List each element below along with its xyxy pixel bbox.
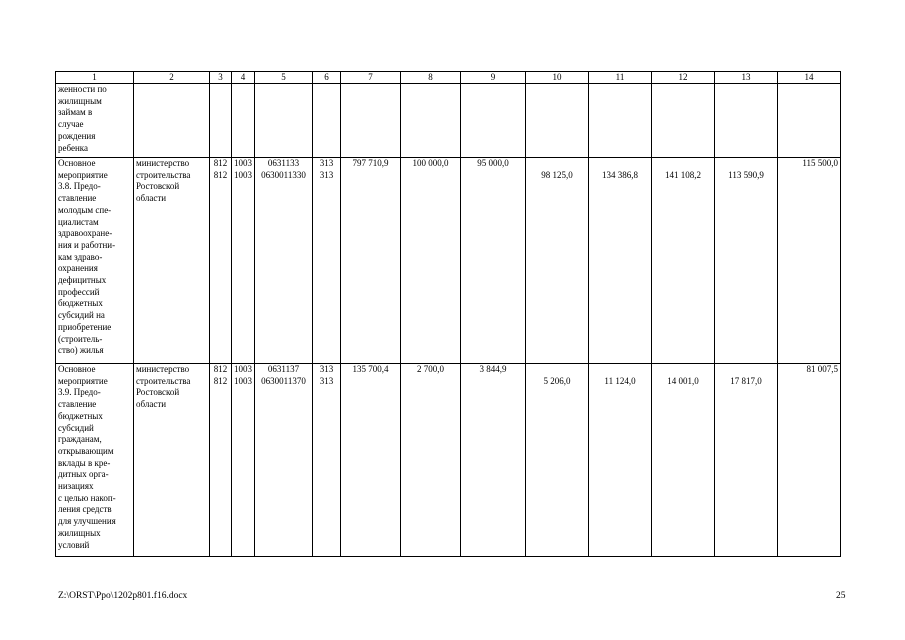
- budget-table: [55, 71, 841, 557]
- name-line: молодым спе-: [58, 204, 112, 215]
- year-value: 11 124,0: [604, 375, 636, 386]
- year-value-cell: 95 000,0: [461, 158, 526, 364]
- name-line: мероприятие: [58, 375, 108, 386]
- grbs-cell: [210, 364, 232, 557]
- year-value: 134 386,8: [602, 169, 638, 180]
- col-header-4: 4: [232, 72, 255, 84]
- name-line: профессий: [58, 286, 100, 297]
- name-line: Основное: [58, 158, 96, 168]
- name-line: циалистам: [58, 216, 99, 227]
- vr-code: 313: [319, 364, 334, 374]
- name-line: низациях: [58, 481, 94, 492]
- executor-line: министерство: [136, 158, 190, 168]
- name-line: ставление: [58, 399, 97, 410]
- activity-name-cell: [56, 158, 134, 364]
- name-line: бюджетных: [58, 298, 103, 309]
- name-line: открывающим: [58, 445, 114, 456]
- table-row: [56, 158, 841, 364]
- name-line: ство) жилья: [58, 345, 104, 356]
- name-line: мероприятие: [58, 169, 108, 180]
- name-line: бюджетных: [58, 410, 103, 421]
- total-cell: 797 710,9: [341, 158, 401, 364]
- col-header-13: 13: [715, 72, 778, 84]
- executor-line: области: [136, 193, 167, 204]
- name-line: вклады в кре-: [58, 457, 111, 468]
- col-header-2: 2: [134, 72, 210, 84]
- name-line: охранения: [58, 263, 98, 274]
- year-value-cell: [652, 158, 715, 364]
- rzpr-code: 1003: [234, 169, 252, 180]
- col-header-8: 8: [401, 72, 461, 84]
- col-header-10: 10: [526, 72, 589, 84]
- name-line: условий: [58, 539, 90, 550]
- col-header-9: 9: [461, 72, 526, 84]
- year-value-cell: [715, 158, 778, 364]
- name-line: приобретение: [58, 321, 112, 332]
- rzpr-code: 1003: [234, 158, 252, 168]
- year-value-cell: [589, 158, 652, 364]
- year-value: 141 108,2: [665, 169, 701, 180]
- header-row: [56, 72, 841, 84]
- grbs-cell: [210, 158, 232, 364]
- col-header-5: 5: [255, 72, 313, 84]
- year-value-cell: 81 007,5: [778, 364, 841, 557]
- col-header-11: 11: [589, 72, 652, 84]
- year-value-cell: [715, 364, 778, 557]
- csr-code: 0630011330: [261, 169, 306, 180]
- executor-line: Ростовской: [136, 181, 180, 192]
- csr-code: 0630011370: [261, 375, 306, 386]
- year-value-cell: 3 844,9: [461, 364, 526, 557]
- name-line: рождения: [58, 130, 96, 141]
- year-value-cell: [589, 364, 652, 557]
- year-value-cell: 115 500,0: [778, 158, 841, 364]
- grbs-code: 812: [213, 158, 228, 168]
- name-line: Основное: [58, 364, 96, 374]
- grbs-code: 812: [213, 364, 228, 374]
- activity-name-cell: [56, 364, 134, 557]
- footer-file-path: Z:\ORST\Ppo\1202p801.f16.docx: [58, 591, 188, 601]
- csr-cell: [255, 158, 313, 364]
- year-value: 14 001,0: [667, 375, 699, 386]
- year-value: 5 206,0: [543, 375, 571, 386]
- continuation-row: [56, 84, 841, 158]
- csr-code: 0631133: [267, 158, 300, 168]
- name-line: жилищным: [58, 95, 102, 106]
- rzpr-code: 1003: [234, 375, 252, 386]
- executor-line: Ростовской: [136, 387, 180, 398]
- year-value-cell: [526, 158, 589, 364]
- col-header-14: 14: [778, 72, 841, 84]
- rzpr-cell: [232, 364, 255, 557]
- rzpr-code: 1003: [234, 364, 252, 374]
- col-header-1: 1: [56, 72, 134, 84]
- executor-line: области: [136, 399, 167, 410]
- name-line: с целью накоп-: [58, 492, 116, 503]
- grbs-code: 812: [213, 375, 228, 386]
- vr-code: 313: [319, 375, 334, 386]
- name-line: случае: [58, 119, 84, 130]
- page-number: 25: [836, 591, 846, 601]
- rzpr-cell: [232, 158, 255, 364]
- col-header-12: 12: [652, 72, 715, 84]
- name-line: ния и работни-: [58, 239, 116, 250]
- year-value-cell: 2 700,0: [401, 364, 461, 557]
- year-value: 98 125,0: [541, 169, 573, 180]
- grbs-code: 812: [213, 169, 228, 180]
- name-line: 3.8. Предо-: [58, 181, 101, 192]
- year-value: 113 590,9: [728, 169, 764, 180]
- executor-line: строительства: [136, 375, 191, 386]
- name-line: займам в: [58, 107, 93, 118]
- year-value-cell: 100 000,0: [401, 158, 461, 364]
- col-header-7: 7: [341, 72, 401, 84]
- total-cell: 135 700,4: [341, 364, 401, 557]
- executor-cell: [134, 158, 210, 364]
- name-line: для улучшения: [58, 516, 116, 527]
- name-line: субсидий на: [58, 310, 105, 321]
- year-value-cell: [652, 364, 715, 557]
- name-line: жилищных: [58, 527, 101, 538]
- name-line: дефицитных: [58, 275, 107, 286]
- vr-code: 313: [319, 158, 334, 168]
- vr-cell: [313, 364, 341, 557]
- vr-code: 313: [319, 169, 334, 180]
- year-value-cell: [526, 364, 589, 557]
- name-line: 3.9. Предо-: [58, 387, 101, 398]
- continuation-name-cell: [56, 84, 134, 158]
- csr-cell: [255, 364, 313, 557]
- name-line: здравоохране-: [58, 228, 113, 239]
- executor-cell: [134, 364, 210, 557]
- table-row: [56, 364, 841, 557]
- name-line: (строитель-: [58, 333, 103, 344]
- executor-line: строительства: [136, 169, 191, 180]
- col-header-3: 3: [210, 72, 232, 84]
- vr-cell: [313, 158, 341, 364]
- name-line: ставление: [58, 193, 97, 204]
- name-line: субсидий: [58, 422, 94, 433]
- name-line: ления средств: [58, 504, 112, 515]
- name-line: гражданам,: [58, 434, 102, 445]
- csr-code: 0631137: [267, 364, 300, 374]
- year-value: 17 817,0: [730, 375, 762, 386]
- name-line: кам здраво-: [58, 251, 103, 262]
- executor-line: министерство: [136, 364, 190, 374]
- name-line: дитных орга-: [58, 469, 109, 480]
- name-line: женности по: [58, 84, 107, 94]
- name-line: ребенка: [58, 142, 88, 153]
- col-header-6: 6: [313, 72, 341, 84]
